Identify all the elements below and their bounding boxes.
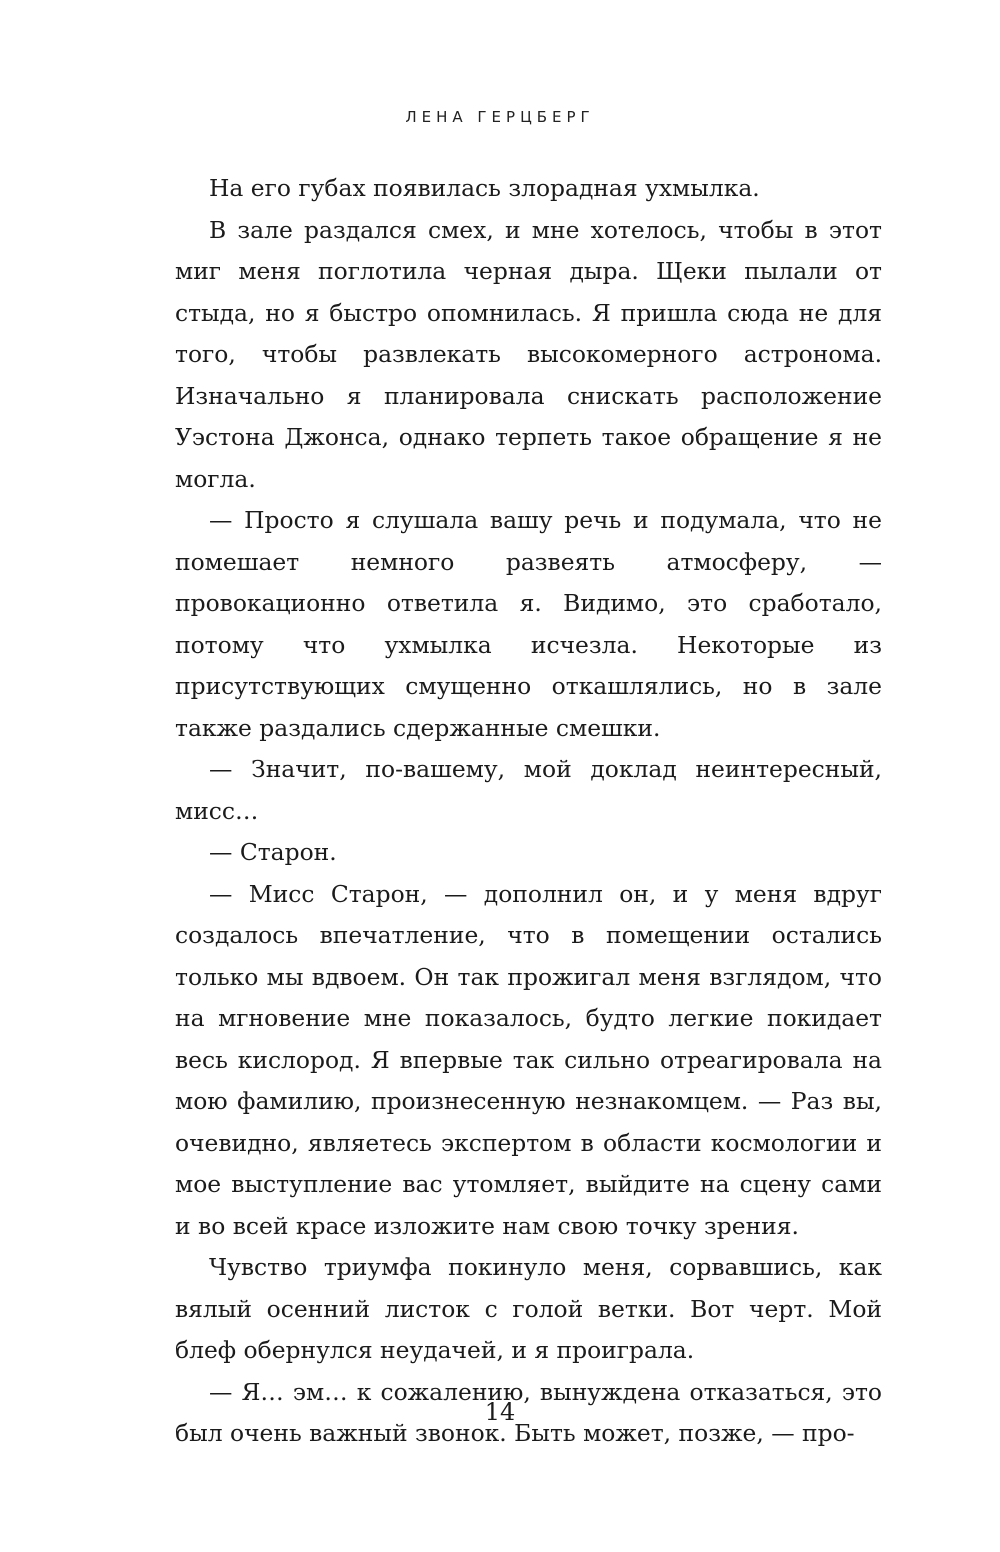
paragraph: На его губах появилась злорадная ухмылка. (209, 174, 760, 202)
paragraph: В зале раздался смех, и мне хотелось, чтобы в этот миг меня поглотила черная дыра. Щеки пылали от стыда, но я быстро опомнилась. Я пришла сюда не для того, чтобы развлекать высокомерного астронома. Изначально я планировала снискать расположение Уэстона Джонса, однако терпеть такое обращение я не могла. (175, 215, 882, 493)
paragraph: Чувство триумфа покинуло меня, сорвавшись, как вялый осенний листок с голой ветки. Вот черт. Мой блеф обернулся неудачей, и я проиграла. (175, 1253, 882, 1364)
paragraph: — Значит, по-вашему, мой доклад неинтересный, мисс… (175, 755, 882, 825)
paragraph: — Старон. (209, 838, 337, 866)
paragraph: — Я… эм… к сожалению, вынуждена отказаться, это был очень важный звонок. Быть может, позже, — про- (175, 1377, 882, 1447)
running-head: ЛЕНА ГЕРЦБЕРГ (405, 108, 595, 126)
body-text (175, 168, 882, 1455)
paragraph: — Мисс Старон, — дополнил он, и у меня вдруг создалось впечатление, что в помещении остались только мы вдвоем. Он так прожигал меня взглядом, что на мгновение мне показалось, будто легкие покидает весь кислород. Я впервые так сильно отреагировала на мою фамилию, произнесенную незнакомцем. — Раз вы, очевидно, являетесь экспертом в области космологии и мое выступление вас утомляет, выйдите на сцену сами и во всей красе изложите нам свою точку зрения. (175, 879, 882, 1240)
paragraph: — Просто я слушала вашу речь и подумала, что не помешает немного развеять атмосферу, — провокационно ответила я. Видимо, это сработало, потому что ухмылка исчезла. Некоторые из присутствующих смущенно откашлялись, но в зале также раздались сдержанные смешки. (175, 506, 882, 742)
page-number: 14 (484, 1398, 516, 1426)
